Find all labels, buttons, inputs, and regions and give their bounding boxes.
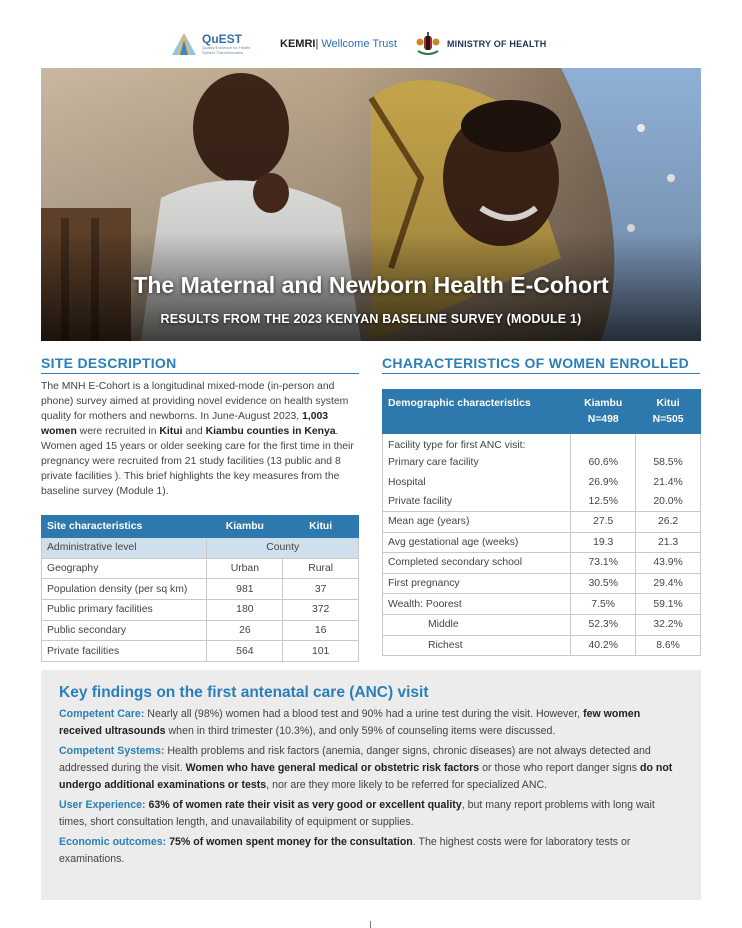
wellcome-name: Wellcome Trust	[318, 38, 397, 50]
column-header-kiambu	[571, 390, 636, 434]
table-cell: 101	[283, 641, 359, 662]
column-header-n: N=498	[587, 413, 619, 425]
table-header-row	[383, 390, 701, 434]
table-cell: 372	[283, 600, 359, 621]
table-cell: 27.5	[571, 512, 636, 533]
table-cell: Geography	[42, 558, 207, 579]
column-header: Kiambu	[207, 516, 283, 538]
kemri-separator: |	[315, 38, 319, 50]
table-cell: Urban	[207, 558, 283, 579]
finding-lead: User Experience:	[59, 799, 146, 811]
quest-tagline: Quality Evidence for Health System Transformation	[202, 45, 251, 55]
table-cell: Private facility	[383, 492, 571, 512]
table-row	[42, 538, 359, 559]
table-cell: 16	[283, 620, 359, 641]
site-text-3: and	[182, 426, 206, 437]
hero-title: The Maternal and Newborn Health E-Cohort	[133, 272, 609, 298]
moh-logo	[415, 31, 546, 57]
kemri-name: KEMRI	[280, 38, 316, 50]
table-row	[42, 558, 359, 579]
table-cell: Middle	[383, 614, 571, 635]
finding-bold: 63% of women rate their visit as very good or excellent quality	[145, 799, 462, 811]
table-row	[383, 512, 701, 533]
table-cell: Completed secondary school	[383, 553, 571, 574]
table-cell: 8.6%	[636, 635, 701, 656]
table-row	[383, 594, 701, 615]
finding-user-experience	[59, 797, 683, 831]
key-findings-box	[41, 670, 701, 900]
table-cell: Mean age (years)	[383, 512, 571, 533]
table-row	[42, 620, 359, 641]
table-cell: 20.0%	[636, 492, 701, 512]
table-cell: Public secondary	[42, 620, 207, 641]
table-cell: 12.5%	[571, 492, 636, 512]
column-header-name: Kitui	[656, 397, 680, 409]
table-cell: Rural	[283, 558, 359, 579]
table-cell: 26.2	[636, 512, 701, 533]
table-cell	[571, 434, 636, 454]
table-row	[383, 614, 701, 635]
site-description-text	[41, 379, 359, 499]
table-cell: 21.3	[636, 532, 701, 553]
finding-text: when in third trimester (10.3%), and only 59% of counseling items were discussed.	[165, 725, 556, 737]
table-cell: 59.1%	[636, 594, 701, 615]
table-cell: 58.5%	[636, 453, 701, 473]
quest-logo	[170, 30, 262, 58]
finding-bold: do not undergo additional examinations or tests	[59, 762, 673, 791]
table-row	[383, 532, 701, 553]
table-cell: 73.1%	[571, 553, 636, 574]
table-cell: Facility type for first ANC visit:	[383, 434, 571, 454]
hero-banner	[41, 68, 701, 341]
finding-bold: Women who have general medical or obstetric risk factors	[185, 762, 480, 774]
finding-competent-care	[59, 706, 683, 740]
table-cell: 32.2%	[636, 614, 701, 635]
finding-economic-outcomes	[59, 834, 683, 868]
finding-text: , nor are they more likely to be referred for specialized ANC.	[266, 779, 548, 791]
table-cell: 60.6%	[571, 453, 636, 473]
column-header-name: Kiambu	[584, 397, 623, 409]
site-bold-1: 1,003 women	[41, 411, 329, 437]
table-cell: First pregnancy	[383, 573, 571, 594]
table-cell: 37	[283, 579, 359, 600]
table-row	[42, 600, 359, 621]
table-cell: 26	[207, 620, 283, 641]
table-cell: Population density (per sq km)	[42, 579, 207, 600]
table-row	[383, 573, 701, 594]
table-cell: Hospital	[383, 473, 571, 493]
table-row	[383, 492, 701, 512]
finding-lead: Competent Care:	[59, 708, 145, 720]
site-text-2: were recruited in	[76, 426, 160, 437]
moh-name: MINISTRY OF HEALTH	[446, 39, 547, 49]
hero-subtitle: RESULTS FROM THE 2023 KENYAN BASELINE SURVEY (MODULE 1)	[160, 312, 582, 326]
page-marker	[370, 921, 371, 928]
site-bold-3: Kiambu counties in Kenya	[205, 426, 336, 437]
table-cell: 180	[207, 600, 283, 621]
finding-text: Nearly all (98%) women had a blood test and 90% had a urine test during the visit. However,	[144, 708, 584, 720]
table-row	[42, 641, 359, 662]
key-findings-title: Key findings on the first antenatal care (ANC) visit	[59, 684, 429, 701]
finding-text: or those who report danger signs	[479, 762, 640, 774]
table-row	[383, 473, 701, 493]
table-row	[383, 434, 701, 454]
finding-text: , but many report problems with long wait times, short consultation length, and unavailability of equipment or supplies.	[59, 799, 655, 828]
column-header: Site characteristics	[42, 516, 207, 538]
finding-lead: Competent Systems:	[59, 745, 165, 757]
site-text-4: . Women aged 15 years or older seeking care for the first time in their pregnancy were recruited from 21 study facilities (13 public and 8 private facilities ). This brief highlights the key measures from the baseline survey (Module 1).	[41, 426, 354, 497]
finding-text: . The highest costs were for laboratory tests or examinations.	[59, 836, 631, 865]
table-cell: 43.9%	[636, 553, 701, 574]
quest-triangle-icon	[170, 30, 198, 58]
table-cell: 21.4%	[636, 473, 701, 493]
characteristics-table	[382, 389, 701, 656]
table-cell: Private facilities	[42, 641, 207, 662]
table-header-row	[42, 516, 359, 538]
kemri-wellcome-logo	[280, 38, 397, 50]
table-cell: Public primary facilities	[42, 600, 207, 621]
table-cell: Primary care facility	[383, 453, 571, 473]
table-cell	[636, 434, 701, 454]
table-row	[383, 553, 701, 574]
finding-bold: 75% of women spent money for the consultation	[166, 836, 413, 848]
table-cell: 981	[207, 579, 283, 600]
logo-bar	[170, 26, 590, 62]
site-bold-2: Kitui	[159, 426, 183, 437]
table-cell: 29.4%	[636, 573, 701, 594]
table-row	[383, 635, 701, 656]
table-cell: 26.9%	[571, 473, 636, 493]
finding-bold: few women received ultrasounds	[59, 708, 641, 737]
column-header-kitui	[636, 390, 701, 434]
table-cell: Avg gestational age (weeks)	[383, 532, 571, 553]
table-cell: Administrative level	[42, 538, 207, 559]
column-header: Kitui	[283, 516, 359, 538]
table-cell: Richest	[383, 635, 571, 656]
table-cell: 52.3%	[571, 614, 636, 635]
table-cell: 7.5%	[571, 594, 636, 615]
hero-photo	[41, 68, 701, 341]
site-text-1: The MNH E-Cohort is a longitudinal mixed-mode (in-person and phone) survey aimed at providing novel evidence on health system quality for mothers and newborns. In June-August 2023,	[41, 381, 349, 422]
table-row	[42, 579, 359, 600]
table-cell: 564	[207, 641, 283, 662]
finding-lead: Economic outcomes:	[59, 836, 167, 848]
table-cell: 40.2%	[571, 635, 636, 656]
characteristics-heading: CHARACTERISTICS OF WOMEN ENROLLED	[382, 355, 700, 374]
site-characteristics-table	[41, 515, 359, 662]
table-cell: 19.3	[571, 532, 636, 553]
site-description-heading: SITE DESCRIPTION	[41, 355, 359, 374]
table-cell: County	[207, 538, 359, 559]
column-header: Demographic characteristics	[383, 390, 571, 434]
table-cell: Wealth: Poorest	[383, 594, 571, 615]
column-header-n: N=505	[652, 413, 684, 425]
finding-text: Health problems and risk factors (anemia, danger signs, chronic diseases) are not always detected and addressed during the visit.	[59, 745, 651, 774]
table-row	[383, 453, 701, 473]
table-cell: 30.5%	[571, 573, 636, 594]
kenya-coat-of-arms-icon	[415, 31, 441, 57]
quest-name: QuEST	[202, 32, 243, 46]
finding-competent-systems	[59, 743, 683, 794]
